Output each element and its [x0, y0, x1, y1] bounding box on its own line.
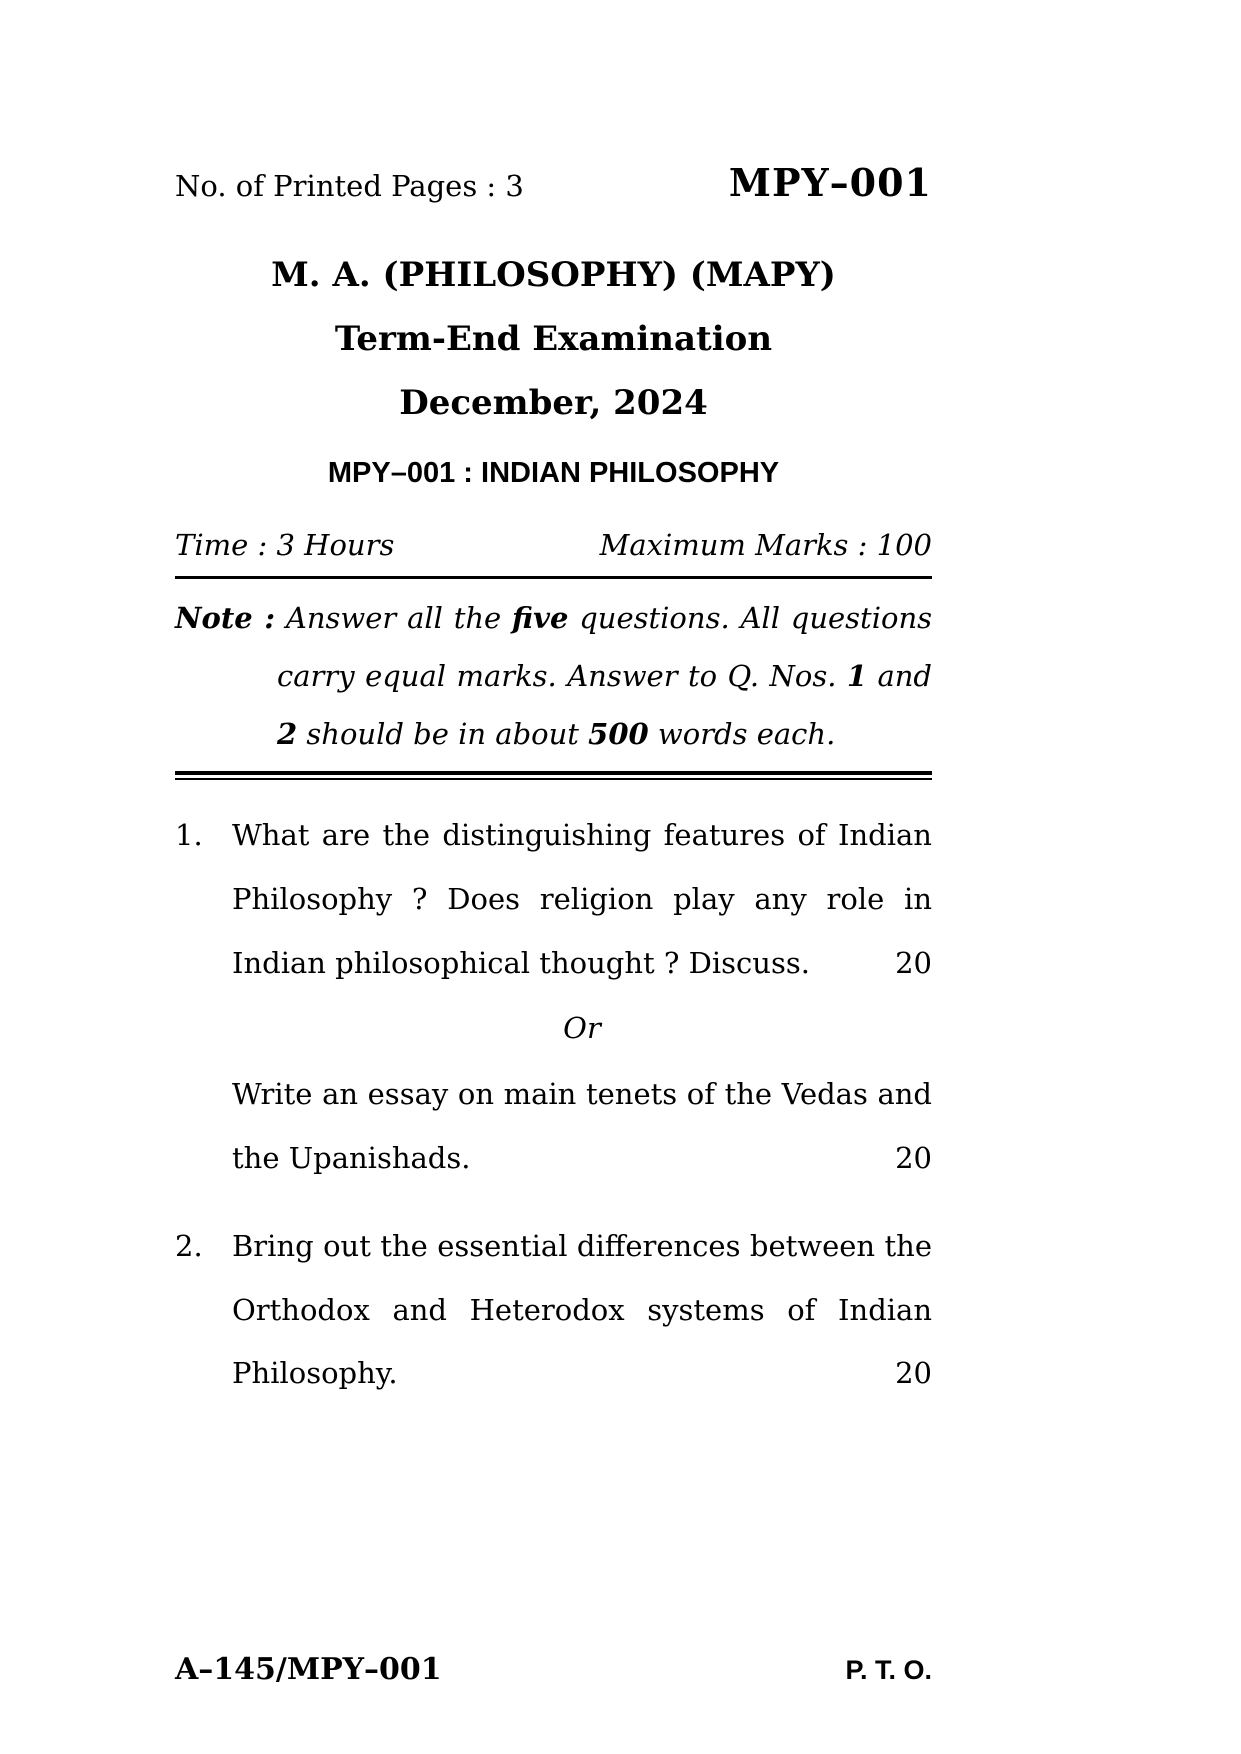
- session-title: December, 2024: [399, 383, 708, 423]
- question-2: [175, 1215, 932, 1406]
- note-bold-two: 2: [277, 717, 298, 751]
- question-2-number: 2.: [175, 1228, 203, 1263]
- note-bold-500: 500: [588, 717, 649, 751]
- question-1-alt-marks: 20: [895, 1140, 932, 1175]
- maximum-marks: Maximum Marks : 100: [599, 528, 932, 562]
- footer-paper-reference: A–145/MPY–001: [175, 1652, 442, 1687]
- course-title: MPY–001 : INDIAN PHILOSOPHY: [327, 457, 780, 489]
- question-1-body: [232, 804, 932, 1191]
- time-allowed: Time : 3 Hours: [175, 528, 395, 562]
- meta-row: [175, 528, 932, 579]
- note-label: Note :: [175, 601, 276, 635]
- note-bold-one: 1: [846, 659, 868, 693]
- double-rule-divider: [175, 771, 932, 780]
- question-2-body: [232, 1215, 932, 1406]
- question-1-marks: 20: [895, 945, 932, 980]
- note-text: Answer all the: [285, 601, 513, 635]
- question-1-text: What are the distinguishing features of Indian Philosophy ? Does religion play any role in Indian philosophical thought ? Discuss.: [232, 818, 932, 980]
- note-text: and: [867, 659, 932, 693]
- question-1: [175, 804, 932, 1191]
- footer-pto-label: P. T. O.: [845, 1655, 932, 1685]
- exam-title: Term-End Examination: [334, 319, 773, 359]
- question-1-text-block: [232, 804, 932, 995]
- note-paragraph: [175, 589, 932, 763]
- note-text: words each.: [648, 717, 836, 751]
- question-1-number: 1.: [175, 818, 203, 852]
- question-1-alt-text: Write an essay on main tenets of the Vedas and the Upanishads.: [232, 1077, 932, 1175]
- question-2-text-block: [232, 1215, 932, 1406]
- question-1-or-label: Or: [563, 1011, 601, 1046]
- paper-code: MPY–001: [728, 160, 932, 205]
- note-text: questions. All questions carry equal marks. Answer to Q. Nos.: [277, 601, 933, 693]
- question-2-text: Bring out the essential differences between the Orthodox and Heterodox systems of Indian Philosophy.: [232, 1228, 932, 1391]
- note-text: should be in about: [297, 717, 589, 751]
- note-bold-five: five: [512, 601, 569, 635]
- printed-pages-label: No. of Printed Pages : 3: [175, 169, 524, 203]
- header-row: [175, 160, 932, 205]
- program-title: M. A. (PHILOSOPHY) (MAPY): [271, 255, 836, 295]
- question-1-alt-text-block: [232, 1063, 932, 1191]
- question-2-marks: 20: [895, 1356, 932, 1391]
- page-footer: [175, 1652, 932, 1687]
- page-content: [175, 0, 932, 1406]
